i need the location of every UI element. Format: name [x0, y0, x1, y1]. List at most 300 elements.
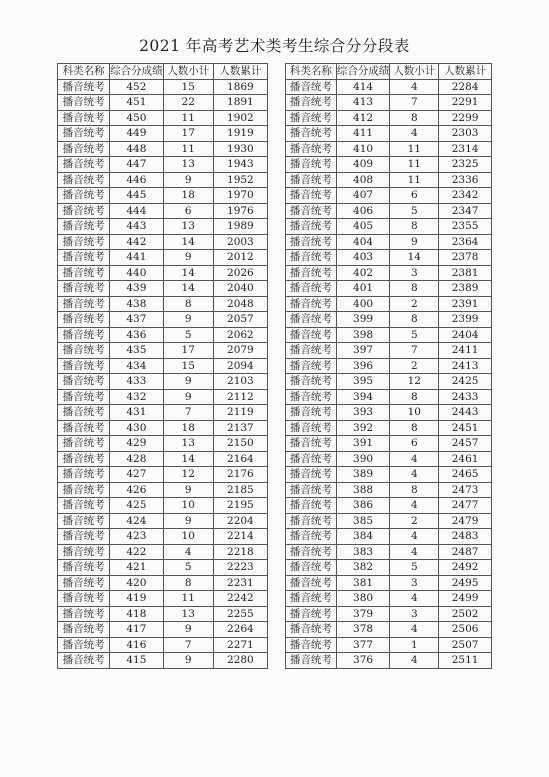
cell-cumulative: 2314	[439, 141, 492, 157]
table-row	[58, 622, 268, 638]
cell-category: 播音统考	[286, 436, 337, 452]
table-row	[286, 591, 492, 607]
table-row	[58, 467, 268, 483]
cell-score: 443	[110, 219, 164, 235]
cell-category: 播音统考	[58, 606, 110, 622]
cell-count: 1	[390, 637, 439, 653]
cell-cumulative: 2264	[213, 622, 267, 638]
cell-category: 播音统考	[58, 529, 110, 545]
cell-count: 4	[390, 451, 439, 467]
cell-count: 10	[390, 405, 439, 421]
cell-count: 6	[390, 188, 439, 204]
cell-category: 播音统考	[286, 343, 337, 359]
cell-score: 435	[110, 343, 164, 359]
cell-count: 8	[390, 420, 439, 436]
cell-score: 400	[336, 296, 390, 312]
table-row	[286, 203, 492, 219]
cell-cumulative: 2479	[439, 513, 492, 529]
cell-cumulative: 2502	[439, 606, 492, 622]
cell-category: 播音统考	[286, 265, 337, 281]
cell-cumulative: 2411	[439, 343, 492, 359]
table-row	[58, 606, 268, 622]
table-row	[286, 358, 492, 374]
cell-cumulative: 2378	[439, 250, 492, 266]
table-row	[58, 110, 268, 126]
cell-score: 382	[336, 560, 390, 576]
cell-category: 播音统考	[286, 79, 337, 95]
cell-count: 11	[390, 172, 439, 188]
cell-score: 396	[336, 358, 390, 374]
table-row	[286, 95, 492, 111]
table-row	[286, 560, 492, 576]
cell-count: 8	[163, 575, 213, 591]
cell-category: 播音统考	[58, 126, 110, 142]
table-row	[58, 234, 268, 250]
cell-category: 播音统考	[286, 141, 337, 157]
cell-score: 425	[110, 498, 164, 514]
header-count: 人数小计	[163, 64, 213, 80]
table-row	[286, 188, 492, 204]
table-header-row	[286, 64, 492, 80]
cell-cumulative: 2451	[439, 420, 492, 436]
cell-count: 2	[390, 513, 439, 529]
cell-count: 4	[390, 467, 439, 483]
table-row	[286, 606, 492, 622]
table-row	[286, 544, 492, 560]
table-row	[286, 374, 492, 390]
cell-category: 播音统考	[58, 374, 110, 390]
table-row	[58, 358, 268, 374]
table-row	[58, 79, 268, 95]
table-row	[58, 296, 268, 312]
cell-cumulative: 2185	[213, 482, 267, 498]
cell-cumulative: 2303	[439, 126, 492, 142]
cell-category: 播音统考	[58, 653, 110, 669]
cell-cumulative: 2119	[213, 405, 267, 421]
cell-cumulative: 2040	[213, 281, 267, 297]
page-title: 2021 年高考艺术类考生综合分分段表	[139, 37, 410, 55]
cell-category: 播音统考	[58, 343, 110, 359]
cell-cumulative: 2103	[213, 374, 267, 390]
cell-count: 14	[163, 281, 213, 297]
table-row	[58, 203, 268, 219]
cell-cumulative: 2231	[213, 575, 267, 591]
cell-score: 377	[336, 637, 390, 653]
cell-count: 11	[163, 141, 213, 157]
cell-cumulative: 2413	[439, 358, 492, 374]
cell-category: 播音统考	[286, 219, 337, 235]
cell-cumulative: 2137	[213, 420, 267, 436]
cell-count: 12	[163, 467, 213, 483]
cell-category: 播音统考	[58, 219, 110, 235]
cell-count: 4	[163, 544, 213, 560]
cell-score: 385	[336, 513, 390, 529]
cell-cumulative: 2336	[439, 172, 492, 188]
cell-score: 388	[336, 482, 390, 498]
cell-cumulative: 2223	[213, 560, 267, 576]
cell-cumulative: 2433	[439, 389, 492, 405]
cell-cumulative: 2507	[439, 637, 492, 653]
cell-category: 播音统考	[286, 467, 337, 483]
cell-score: 426	[110, 482, 164, 498]
cell-cumulative: 2443	[439, 405, 492, 421]
table-row	[286, 420, 492, 436]
table-row	[286, 296, 492, 312]
cell-cumulative: 2164	[213, 451, 267, 467]
cell-cumulative: 2299	[439, 110, 492, 126]
cell-cumulative: 2242	[213, 591, 267, 607]
cell-count: 18	[163, 420, 213, 436]
cell-score: 415	[110, 653, 164, 669]
cell-cumulative: 2506	[439, 622, 492, 638]
cell-score: 449	[110, 126, 164, 142]
cell-cumulative: 2511	[439, 653, 492, 669]
cell-count: 9	[163, 513, 213, 529]
cell-count: 5	[390, 203, 439, 219]
cell-cumulative: 2381	[439, 265, 492, 281]
cell-category: 播音统考	[58, 420, 110, 436]
cell-score: 403	[336, 250, 390, 266]
table-row	[58, 420, 268, 436]
cell-score: 434	[110, 358, 164, 374]
cell-score: 397	[336, 343, 390, 359]
header-score: 综合分成绩	[336, 65, 390, 78]
cell-category: 播音统考	[286, 358, 337, 374]
cell-score: 381	[336, 575, 390, 591]
cell-score: 404	[336, 234, 390, 250]
cell-cumulative: 2291	[439, 95, 492, 111]
table-row	[58, 265, 268, 281]
cell-score: 427	[110, 467, 164, 483]
cell-count: 14	[163, 234, 213, 250]
cell-count: 15	[163, 358, 213, 374]
cell-score: 437	[110, 312, 164, 328]
table-row	[286, 467, 492, 483]
cell-category: 播音统考	[286, 374, 337, 390]
cell-count: 8	[390, 312, 439, 328]
cell-score: 422	[110, 544, 164, 560]
cell-category: 播音统考	[58, 281, 110, 297]
cell-cumulative: 2477	[439, 498, 492, 514]
cell-category: 播音统考	[58, 358, 110, 374]
cell-cumulative: 2342	[439, 188, 492, 204]
cell-cumulative: 2391	[439, 296, 492, 312]
cell-category: 播音统考	[58, 110, 110, 126]
cell-category: 播音统考	[58, 498, 110, 514]
cell-count: 9	[163, 172, 213, 188]
table-row	[286, 250, 492, 266]
header-count: 人数小计	[390, 64, 439, 80]
cell-count: 8	[390, 389, 439, 405]
cell-count: 11	[163, 591, 213, 607]
cell-cumulative: 2284	[439, 79, 492, 95]
cell-category: 播音统考	[286, 250, 337, 266]
cell-count: 8	[390, 110, 439, 126]
table-row	[286, 110, 492, 126]
cell-count: 7	[163, 637, 213, 653]
cell-category: 播音统考	[58, 467, 110, 483]
cell-category: 播音统考	[286, 95, 337, 111]
cell-cumulative: 2079	[213, 343, 267, 359]
cell-category: 播音统考	[58, 95, 110, 111]
cell-cumulative: 1976	[213, 203, 267, 219]
cell-score: 445	[110, 188, 164, 204]
cell-cumulative: 1891	[213, 95, 267, 111]
cell-category: 播音统考	[58, 234, 110, 250]
cell-count: 13	[163, 606, 213, 622]
cell-count: 14	[390, 250, 439, 266]
cell-count: 9	[163, 622, 213, 638]
cell-count: 9	[163, 389, 213, 405]
table-row	[286, 451, 492, 467]
score-table-left	[57, 63, 268, 669]
cell-category: 播音统考	[286, 575, 337, 591]
cell-score: 421	[110, 560, 164, 576]
table-row	[58, 513, 268, 529]
cell-score: 452	[110, 79, 164, 95]
cell-category: 播音统考	[58, 250, 110, 266]
table-row	[58, 327, 268, 343]
cell-cumulative: 1869	[213, 79, 267, 95]
table-header-row	[58, 64, 268, 80]
table-row	[286, 343, 492, 359]
cell-count: 6	[163, 203, 213, 219]
cell-cumulative: 2457	[439, 436, 492, 452]
cell-category: 播音统考	[286, 420, 337, 436]
table-row	[286, 281, 492, 297]
cell-count: 13	[163, 157, 213, 173]
table-row	[286, 389, 492, 405]
cell-category: 播音统考	[58, 265, 110, 281]
cell-category: 播音统考	[286, 110, 337, 126]
cell-count: 5	[163, 560, 213, 576]
cell-count: 4	[390, 622, 439, 638]
cell-category: 播音统考	[58, 622, 110, 638]
cell-score: 395	[336, 374, 390, 390]
cell-score: 446	[110, 172, 164, 188]
table-row	[58, 529, 268, 545]
cell-cumulative: 2499	[439, 591, 492, 607]
table-row	[58, 560, 268, 576]
cell-count: 17	[163, 343, 213, 359]
cell-score: 405	[336, 219, 390, 235]
cell-score: 378	[336, 622, 390, 638]
table-row	[58, 95, 268, 111]
cell-category: 播音统考	[286, 389, 337, 405]
table-row	[58, 188, 268, 204]
cell-score: 432	[110, 389, 164, 405]
cell-count: 14	[163, 265, 213, 281]
table-row	[286, 529, 492, 545]
cell-count: 4	[390, 653, 439, 669]
cell-cumulative: 2364	[439, 234, 492, 250]
cell-cumulative: 1930	[213, 141, 267, 157]
cell-score: 390	[336, 451, 390, 467]
table-row	[286, 265, 492, 281]
cell-cumulative: 2483	[439, 529, 492, 545]
cell-category: 播音统考	[286, 529, 337, 545]
cell-count: 3	[390, 265, 439, 281]
table-row	[286, 436, 492, 452]
cell-count: 12	[390, 374, 439, 390]
cell-score: 394	[336, 389, 390, 405]
cell-category: 播音统考	[58, 296, 110, 312]
cell-score: 410	[336, 141, 390, 157]
table-row	[58, 343, 268, 359]
cell-category: 播音统考	[286, 482, 337, 498]
cell-count: 22	[163, 95, 213, 111]
cell-cumulative: 2176	[213, 467, 267, 483]
cell-category: 播音统考	[286, 234, 337, 250]
cell-category: 播音统考	[286, 606, 337, 622]
cell-category: 播音统考	[58, 172, 110, 188]
table-row	[286, 498, 492, 514]
cell-cumulative: 2048	[213, 296, 267, 312]
cell-category: 播音统考	[286, 653, 337, 669]
table-row	[286, 575, 492, 591]
cell-category: 播音统考	[286, 203, 337, 219]
cell-count: 4	[390, 79, 439, 95]
cell-category: 播音统考	[58, 513, 110, 529]
cell-score: 438	[110, 296, 164, 312]
cell-count: 5	[390, 560, 439, 576]
cell-category: 播音统考	[58, 188, 110, 204]
cell-count: 9	[163, 482, 213, 498]
cell-category: 播音统考	[58, 405, 110, 421]
cell-count: 7	[390, 343, 439, 359]
cell-cumulative: 2389	[439, 281, 492, 297]
cell-score: 408	[336, 172, 390, 188]
cell-score: 429	[110, 436, 164, 452]
cell-score: 384	[336, 529, 390, 545]
cell-category: 播音统考	[58, 575, 110, 591]
cell-count: 4	[390, 529, 439, 545]
cell-category: 播音统考	[58, 637, 110, 653]
cell-count: 9	[163, 653, 213, 669]
cell-category: 播音统考	[286, 513, 337, 529]
cell-category: 播音统考	[286, 560, 337, 576]
table-row	[58, 498, 268, 514]
cell-category: 播音统考	[286, 157, 337, 173]
table-row	[58, 575, 268, 591]
cell-category: 播音统考	[58, 203, 110, 219]
cell-score: 423	[110, 529, 164, 545]
cell-count: 6	[390, 436, 439, 452]
cell-count: 8	[163, 296, 213, 312]
cell-score: 428	[110, 451, 164, 467]
cell-count: 7	[390, 95, 439, 111]
header-cumulative: 人数累计	[439, 64, 492, 80]
cell-count: 5	[390, 327, 439, 343]
cell-count: 9	[163, 250, 213, 266]
cell-score: 419	[110, 591, 164, 607]
cell-count: 11	[163, 110, 213, 126]
table-row	[286, 126, 492, 142]
cell-category: 播音统考	[58, 157, 110, 173]
cell-count: 4	[390, 544, 439, 560]
cell-category: 播音统考	[286, 498, 337, 514]
cell-score: 417	[110, 622, 164, 638]
table-row	[286, 405, 492, 421]
table-row	[58, 141, 268, 157]
table-row	[286, 172, 492, 188]
table-row	[58, 126, 268, 142]
cell-cumulative: 2150	[213, 436, 267, 452]
cell-score: 441	[110, 250, 164, 266]
cell-count: 18	[163, 188, 213, 204]
cell-count: 2	[390, 358, 439, 374]
cell-count: 4	[390, 591, 439, 607]
cell-count: 10	[163, 529, 213, 545]
cell-score: 399	[336, 312, 390, 328]
cell-cumulative: 2057	[213, 312, 267, 328]
cell-category: 播音统考	[286, 126, 337, 142]
cell-count: 8	[390, 482, 439, 498]
cell-category: 播音统考	[286, 637, 337, 653]
cell-category: 播音统考	[286, 405, 337, 421]
cell-count: 9	[390, 234, 439, 250]
cell-score: 380	[336, 591, 390, 607]
table-row	[58, 591, 268, 607]
cell-cumulative: 2026	[213, 265, 267, 281]
cell-score: 424	[110, 513, 164, 529]
cell-cumulative: 2218	[213, 544, 267, 560]
cell-cumulative: 1919	[213, 126, 267, 142]
cell-score: 448	[110, 141, 164, 157]
cell-cumulative: 2195	[213, 498, 267, 514]
cell-category: 播音统考	[286, 327, 337, 343]
cell-category: 播音统考	[286, 622, 337, 638]
cell-cumulative: 2404	[439, 327, 492, 343]
header-score: 综合分成绩	[110, 65, 163, 78]
cell-score: 418	[110, 606, 164, 622]
cell-score: 393	[336, 405, 390, 421]
table-row	[58, 374, 268, 390]
cell-cumulative: 1952	[213, 172, 267, 188]
cell-score: 413	[336, 95, 390, 111]
cell-count: 3	[390, 575, 439, 591]
cell-score: 383	[336, 544, 390, 560]
cell-cumulative: 2271	[213, 637, 267, 653]
cell-cumulative: 2280	[213, 653, 267, 669]
cell-count: 4	[390, 498, 439, 514]
cell-category: 播音统考	[58, 451, 110, 467]
table-row	[286, 637, 492, 653]
cell-count: 13	[163, 219, 213, 235]
cell-count: 9	[163, 312, 213, 328]
cell-cumulative: 2003	[213, 234, 267, 250]
cell-category: 播音统考	[58, 79, 110, 95]
cell-count: 8	[390, 219, 439, 235]
table-row	[286, 79, 492, 95]
cell-score: 398	[336, 327, 390, 343]
table-row	[58, 653, 268, 669]
cell-score: 379	[336, 606, 390, 622]
cell-score: 420	[110, 575, 164, 591]
table-row	[286, 622, 492, 638]
cell-cumulative: 2425	[439, 374, 492, 390]
table-row	[286, 234, 492, 250]
cell-category: 播音统考	[58, 560, 110, 576]
cell-count: 2	[390, 296, 439, 312]
cell-score: 409	[336, 157, 390, 173]
cell-score: 442	[110, 234, 164, 250]
cell-count: 7	[163, 405, 213, 421]
table-row	[286, 219, 492, 235]
score-table-right	[285, 63, 492, 669]
cell-cumulative: 2255	[213, 606, 267, 622]
cell-category: 播音统考	[58, 544, 110, 560]
